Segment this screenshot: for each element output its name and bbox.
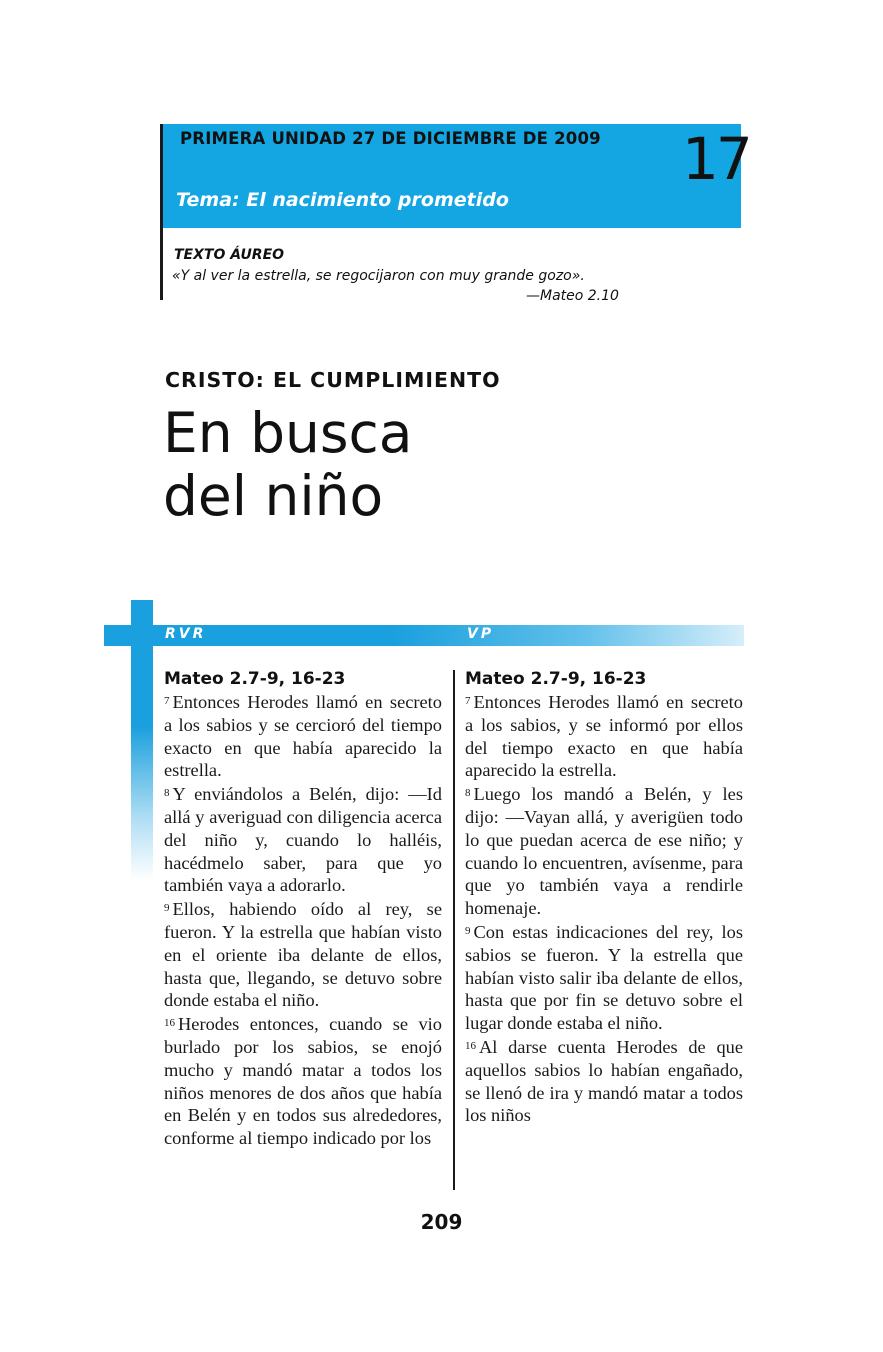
lesson-title (163, 402, 412, 528)
verse-text: Con estas indicaciones del rey, los sabios se fueron. Y la estrella que habían visto salir iba delante de ellos, hasta que por fin se detuvo sobre el lugar donde estaba el niño. (465, 921, 743, 1034)
verse-number: 8 (465, 787, 471, 800)
verse-text: Entonces Herodes llamó en secreto a los sabios, y se informó por ellos del tiempo exacto en que había aparecido la estrella. (465, 692, 743, 781)
section-title: CRISTO: EL CUMPLIMIENTO (165, 368, 501, 392)
verse (164, 1014, 442, 1148)
unit-date-heading: PRIMERA UNIDAD 27 DE DICIEMBRE DE 2009 (180, 129, 601, 148)
page-number: 209 (420, 1210, 463, 1234)
verse (465, 922, 743, 1033)
verse-text: Ellos, habiendo oído al rey, se fueron. Y la estrella que habían visto en el oriente iba delante de ellos, hasta que, llegando, se detuvo sobre donde estaba el niño. (164, 899, 442, 1011)
golden-text-quote: «Y al ver la estrella, se regocijaron con muy grande gozo». (172, 268, 585, 284)
lesson-title-line-1: En busca (163, 401, 413, 465)
verse-number: 9 (164, 902, 170, 915)
verse (164, 692, 442, 780)
golden-text-reference: —Mateo 2.10 (526, 288, 619, 304)
vp-passage-reference: Mateo 2.7-9, 16-23 (465, 669, 647, 689)
verse-text: Herodes entonces, cuando se vio burlado por los sabios, se enojó mucho y mandó matar a todos los niños menores de dos años que había en Belén y en todos sus alrededores, conforme al tiempo indicado por los (164, 1014, 442, 1149)
version-label-rvr: RVR (165, 626, 207, 642)
column-divider (453, 670, 455, 1190)
verse-number: 8 (164, 787, 170, 800)
verse (164, 899, 442, 1010)
verse (465, 692, 743, 780)
verse (465, 1037, 743, 1125)
vp-passage-text (465, 690, 743, 1127)
golden-text-label: TEXTO ÁUREO (174, 247, 285, 263)
verse-text: Al darse cuenta Herodes de que aquellos sabios lo habían engañado, se llenó de ira y mandó matar a todos los niños (465, 1036, 743, 1126)
verse-number: 16 (465, 1039, 476, 1052)
rvr-passage-reference: Mateo 2.7-9, 16-23 (164, 669, 346, 689)
lesson-title-line-2: del niño (163, 464, 384, 528)
version-label-vp: VP (467, 626, 495, 642)
lesson-theme: Tema: El nacimiento prometido (176, 189, 509, 211)
verse-number: 9 (465, 924, 471, 937)
verse-number: 7 (164, 695, 170, 707)
rvr-passage-text (164, 690, 442, 1150)
verse-text: Luego los mandó a Belén, y les dijo: —Vayan allá, y averigüen todo lo que puedan acerca de ese niño; y cuando lo encuentren, avísenme, para que yo también vaya a rendirle homenaje. (465, 784, 743, 919)
vp-column (465, 668, 743, 1127)
verse-number: 16 (164, 1017, 175, 1030)
lesson-number: 17 (682, 125, 750, 193)
verse-number: 7 (465, 695, 471, 707)
rvr-column (164, 668, 442, 1150)
verse (465, 784, 743, 918)
verse-text: Y enviándolos a Belén, dijo: —Id allá y averiguad con diligencia acerca del niño y, cuando lo halléis, hacédmelo saber, para que yo también vaya a adorarlo. (164, 784, 442, 896)
verse (164, 784, 442, 895)
verse-text: Entonces Herodes llamó en secreto a los sabios y se cercioró del tiempo exacto en que había aparecido la estrella. (164, 692, 442, 781)
